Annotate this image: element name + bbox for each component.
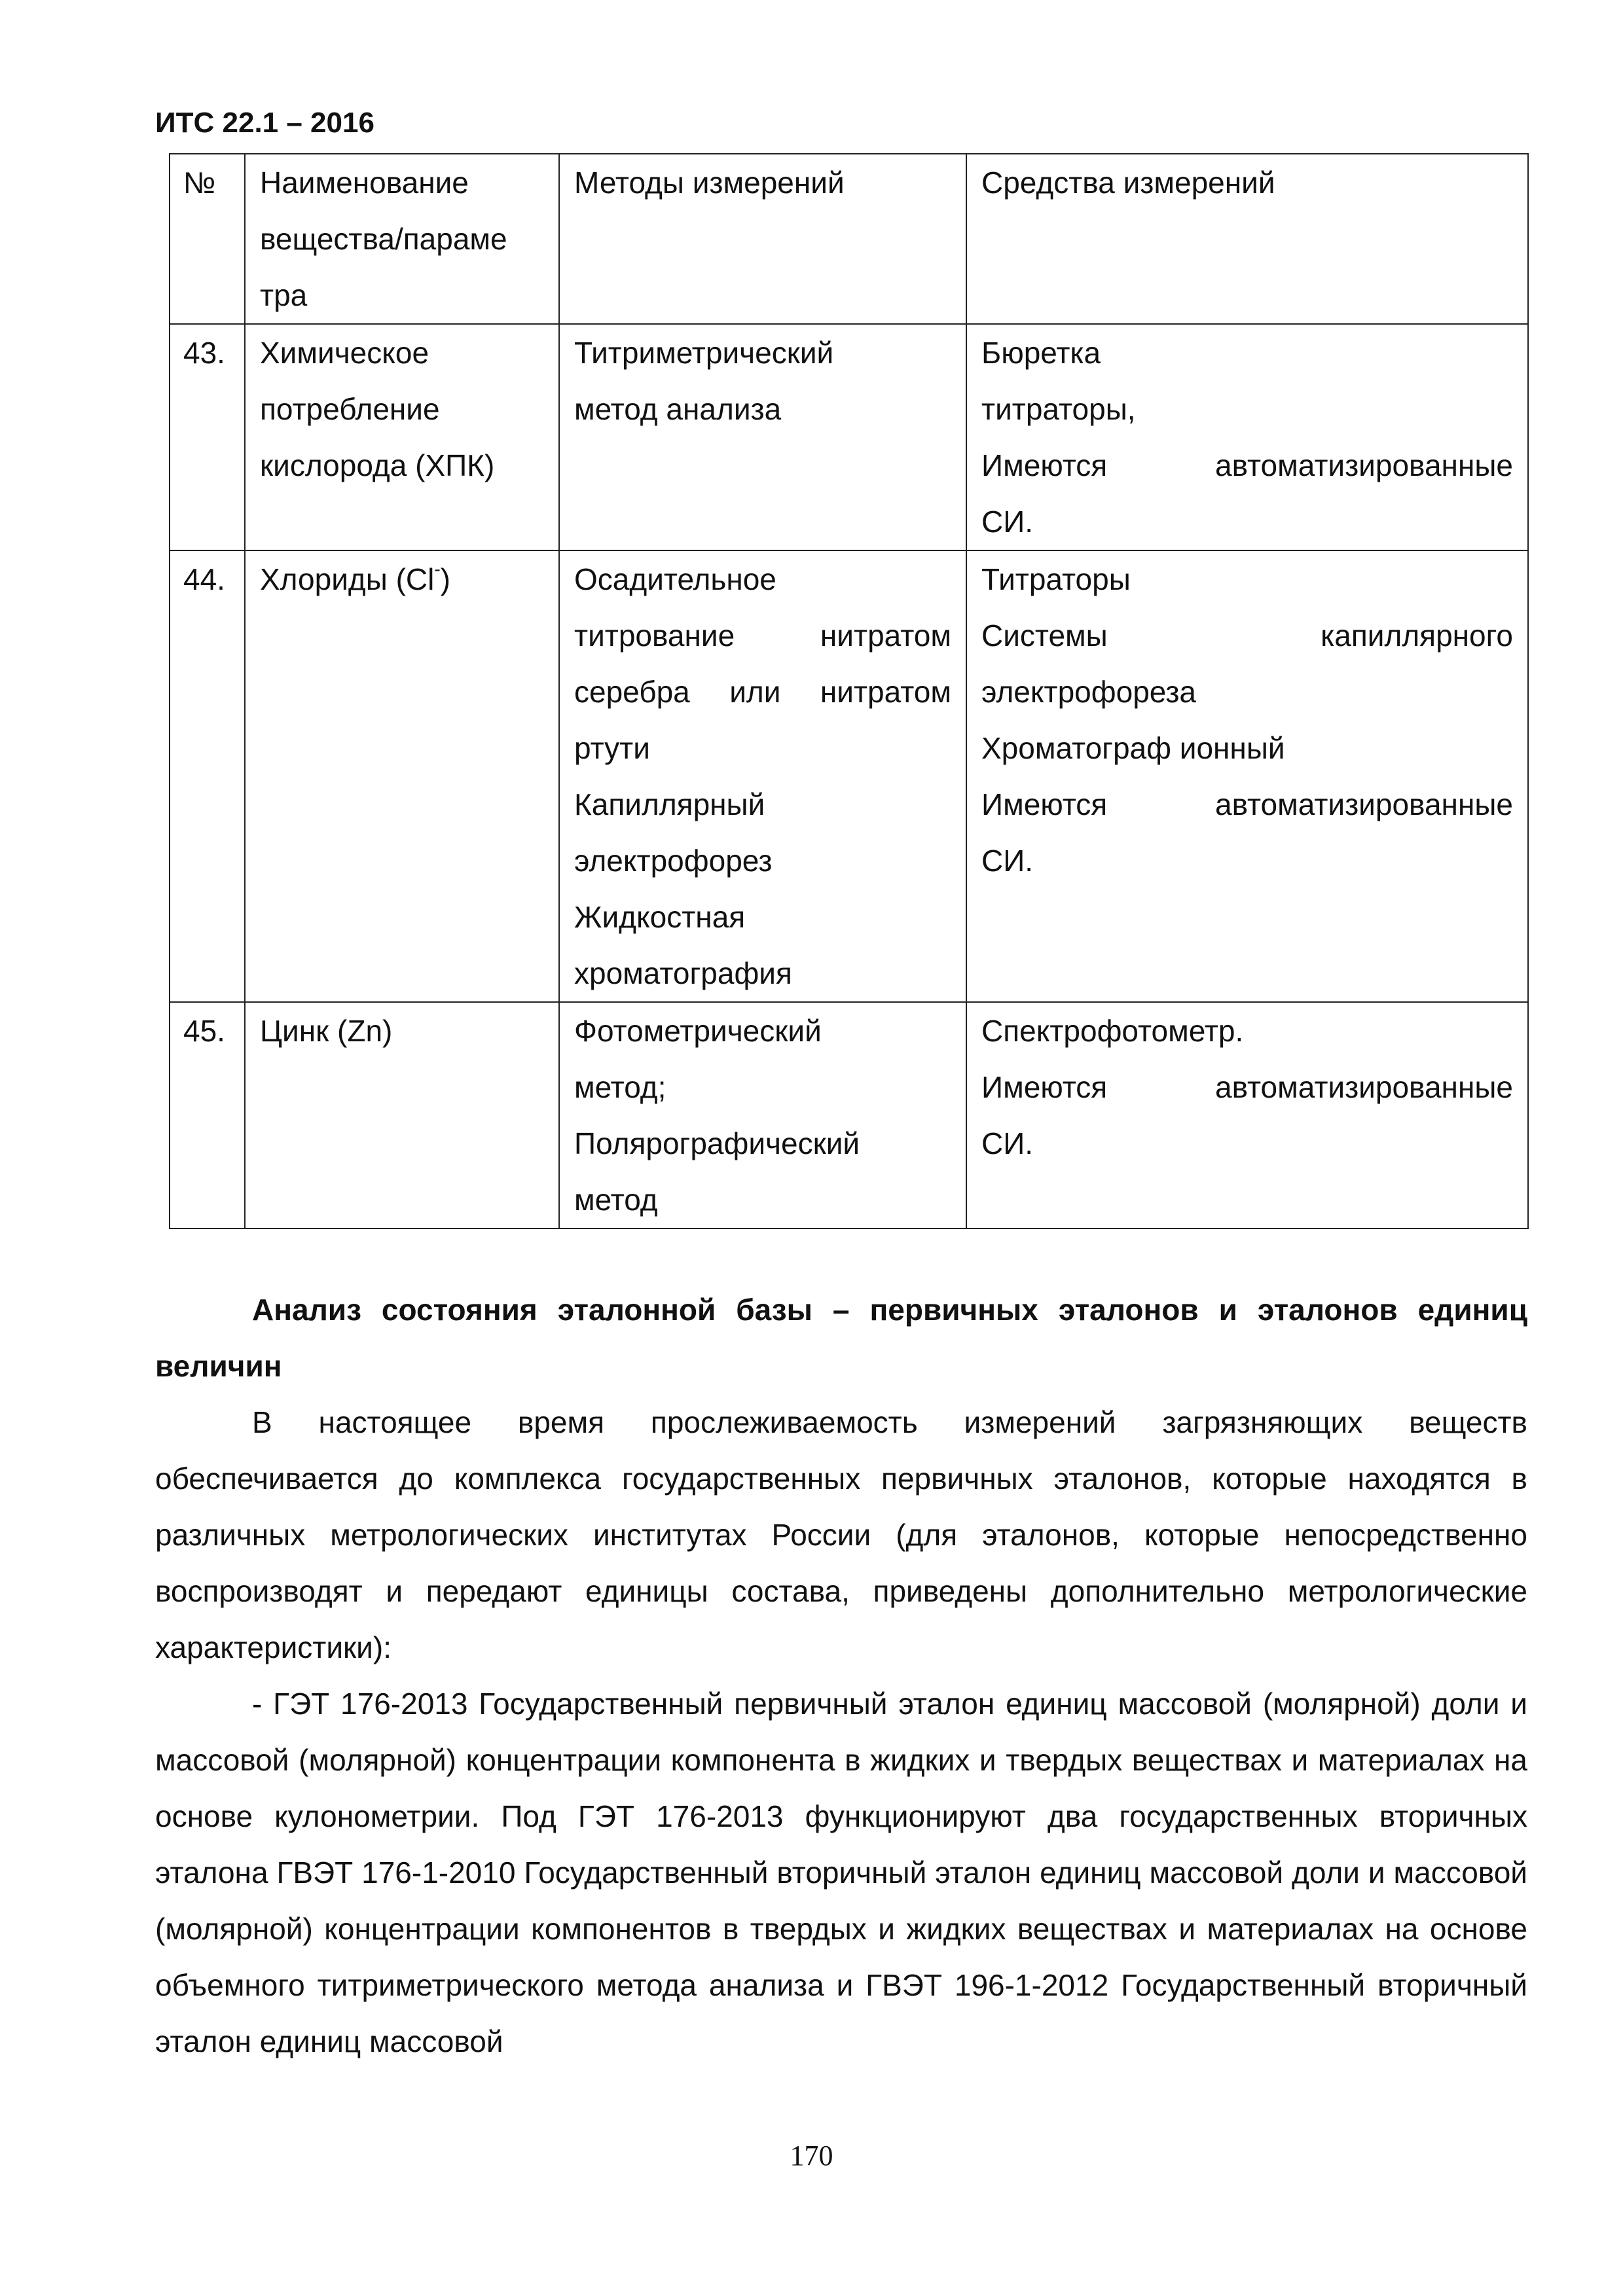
word: или	[729, 675, 781, 709]
word: автоматизированные	[1214, 787, 1513, 821]
header-instruments: Средства измерений	[966, 154, 1528, 324]
method-line: хроматография	[574, 956, 792, 990]
name-text: Хлориды (Cl	[260, 562, 435, 596]
row-methods	[559, 324, 966, 550]
table-header-row	[170, 154, 1528, 324]
row-instruments	[966, 550, 1528, 1002]
instrument-line: титраторы,	[981, 392, 1136, 426]
instrument-line	[981, 437, 1513, 493]
name-line: потребление	[260, 392, 440, 426]
measurement-table	[169, 153, 1529, 1229]
method-line: Капиллярный	[574, 787, 765, 821]
method-line: Осадительное	[574, 562, 776, 596]
method-line: Титриметрический	[574, 336, 834, 370]
method-line: ртути	[574, 731, 650, 765]
method-line: электрофорез	[574, 844, 773, 878]
row-num: 44.	[170, 550, 245, 1002]
word: автоматизированные	[1214, 1070, 1513, 1104]
section-title: Анализ состояния эталонной базы – первичных эталонов и эталонов единиц величин	[155, 1293, 1527, 1383]
instrument-line: Бюретка	[981, 336, 1101, 370]
instrument-line: СИ.	[981, 505, 1034, 539]
word: серебра	[574, 675, 690, 709]
name-line	[260, 551, 544, 607]
paragraph: В настоящее время прослеживаемость измерений загрязняющих веществ обеспечивается до комплекса государственных первичных эталонов, которые находятся в различных метрологических институтах России (для эталонов, которые непосредственно воспроизводят и передают единицы состава, приведены дополнительно метрологические характеристики):	[155, 1405, 1527, 1664]
instrument-line: электрофореза	[981, 675, 1197, 709]
word: автоматизированные	[1214, 448, 1513, 482]
table-row	[170, 550, 1528, 1002]
method-line	[574, 607, 951, 664]
standards-section	[155, 1282, 1527, 2070]
name-line: Цинк (Zn)	[260, 1014, 393, 1048]
row-num: 43.	[170, 324, 245, 550]
row-instruments	[966, 324, 1528, 550]
header-name-line: тра	[260, 278, 308, 312]
word: Имеются	[981, 1070, 1108, 1104]
method-line: метод	[574, 1183, 658, 1217]
word: Имеются	[981, 787, 1108, 821]
row-num: 45.	[170, 1002, 245, 1229]
word: Имеются	[981, 448, 1108, 482]
row-instruments	[966, 1002, 1528, 1229]
method-line: Полярографический	[574, 1126, 860, 1160]
name-line: кислорода (ХПК)	[260, 448, 495, 482]
row-name	[245, 1002, 559, 1229]
method-line	[574, 664, 951, 720]
row-name	[245, 324, 559, 550]
instrument-line: СИ.	[981, 1126, 1034, 1160]
instrument-line	[981, 607, 1513, 664]
row-methods	[559, 550, 966, 1002]
document-code: ИТС 22.1 – 2016	[155, 107, 374, 139]
charge-superscript: -	[434, 558, 441, 579]
word: Системы	[981, 619, 1108, 653]
table-row	[170, 1002, 1528, 1229]
row-name	[245, 550, 559, 1002]
method-line: метод;	[574, 1070, 666, 1104]
header-name-line: Наименование	[260, 166, 469, 200]
row-methods	[559, 1002, 966, 1229]
header-methods: Методы измерений	[559, 154, 966, 324]
instrument-line: Спектрофотометр.	[981, 1014, 1244, 1048]
name-close-paren: )	[440, 562, 450, 596]
instrument-line	[981, 1059, 1513, 1115]
instrument-line	[981, 776, 1513, 833]
instrument-line: Хроматограф ионный	[981, 731, 1285, 765]
method-line: Жидкостная	[574, 900, 746, 934]
method-line: метод анализа	[574, 392, 782, 426]
header-name	[245, 154, 559, 324]
word: нитратом	[820, 619, 951, 653]
word: нитратом	[820, 675, 951, 709]
instrument-line: СИ.	[981, 844, 1034, 878]
word: титрование	[574, 619, 735, 653]
name-line: Химическое	[260, 336, 429, 370]
header-num: №	[170, 154, 245, 324]
method-line: Фотометрический	[574, 1014, 822, 1048]
page-number: 170	[790, 2140, 833, 2172]
header-name-line: вещества/параме	[260, 222, 507, 256]
paragraph: - ГЭТ 176-2013 Государственный первичный эталон единиц массовой (молярной) доли и массовой (молярной) концентрации компонента в жидких и твердых веществах и материалах на основе кулонометрии. Под ГЭТ 176-2013 функционируют два государственных вторичных эталона ГВЭТ 176-1-2010 Государственный вторичный эталон единиц массовой доли и массовой (молярной) концентрации компонентов в твердых и жидких веществах и материалах на основе объемного титриметрического метода анализа и ГВЭТ 196-1-2012 Государственный вторичный эталон единиц массовой	[155, 1687, 1527, 2058]
table-row	[170, 324, 1528, 550]
word: капиллярного	[1321, 619, 1513, 653]
instrument-line: Титраторы	[981, 562, 1131, 596]
